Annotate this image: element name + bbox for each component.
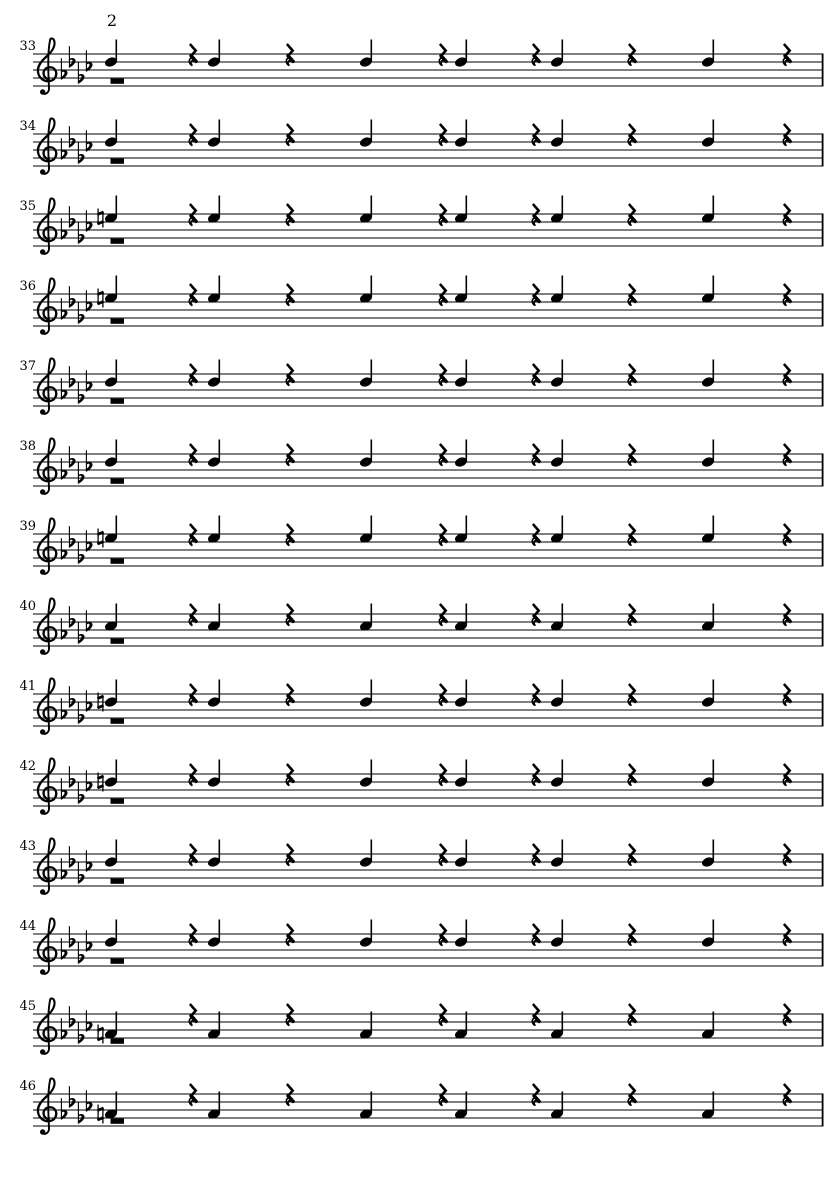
natural-accidental	[97, 529, 103, 548]
whole-rest	[111, 1039, 125, 1044]
quarter-rest	[189, 845, 196, 866]
staff-system-canvas	[0, 430, 835, 510]
key-signature-flat	[78, 862, 84, 883]
quarter-rest	[189, 125, 196, 146]
whole-rest	[111, 479, 125, 484]
quarter-rest	[189, 685, 196, 706]
quarter-rest	[439, 125, 446, 146]
key-signature-flat	[86, 290, 92, 311]
quarter-note	[454, 1012, 469, 1041]
key-signature-flat	[69, 846, 75, 867]
quarter-note	[550, 196, 565, 225]
quarter-rest	[783, 685, 790, 706]
quarter-note	[454, 1092, 469, 1121]
key-signature-flat	[61, 538, 67, 559]
quarter-rest	[783, 525, 790, 546]
measure-number: 45	[19, 999, 36, 1014]
quarter-rest	[439, 365, 446, 386]
staff-system	[0, 270, 835, 350]
key-signature-flat	[61, 698, 67, 719]
whole-rest	[111, 239, 125, 244]
quarter-rest	[532, 925, 539, 946]
key-signature-flat	[78, 1022, 84, 1043]
quarter-rest	[532, 605, 539, 626]
quarter-rest	[286, 285, 293, 306]
quarter-rest	[439, 1005, 446, 1026]
quarter-rest	[783, 365, 790, 386]
key-signature-flat	[61, 778, 67, 799]
key-signature-flat	[61, 458, 67, 479]
natural-accidental	[97, 209, 103, 228]
quarter-rest	[286, 525, 293, 546]
quarter-rest	[189, 445, 196, 466]
key-signature-flat	[78, 542, 84, 563]
measure-number: 35	[19, 199, 36, 214]
quarter-note	[207, 1092, 222, 1121]
quarter-note	[550, 276, 565, 305]
key-signature-flat	[78, 462, 84, 483]
natural-accidental	[97, 1105, 103, 1124]
key-signature-flat	[61, 1098, 67, 1119]
quarter-rest	[783, 125, 790, 146]
quarter-rest	[628, 1005, 635, 1026]
quarter-rest	[439, 45, 446, 66]
whole-rest	[111, 879, 125, 884]
staff-system	[0, 670, 835, 750]
key-signature-flat	[86, 130, 92, 151]
measure-number: 42	[19, 759, 36, 774]
key-signature-flat	[69, 766, 75, 787]
quarter-note	[359, 604, 374, 633]
staff-lines	[33, 1094, 824, 1126]
key-signature-flat	[86, 530, 92, 551]
quarter-rest	[783, 1085, 790, 1106]
quarter-rest	[286, 205, 293, 226]
key-signature-flat	[69, 126, 75, 147]
staff-system-canvas	[0, 350, 835, 430]
staff-system	[0, 510, 835, 590]
key-signature-flat	[78, 382, 84, 403]
key-signature-flat	[61, 858, 67, 879]
quarter-rest	[439, 925, 446, 946]
key-signature-flat	[86, 930, 92, 951]
quarter-rest	[628, 605, 635, 626]
quarter-rest	[439, 1085, 446, 1106]
staff-system-canvas	[0, 30, 835, 110]
whole-rest	[111, 799, 125, 804]
quarter-rest	[439, 205, 446, 226]
key-signature-flat	[61, 1018, 67, 1039]
quarter-note	[104, 516, 119, 545]
quarter-note	[701, 276, 716, 305]
quarter-rest	[532, 685, 539, 706]
key-signature-flat	[69, 1086, 75, 1107]
quarter-rest	[189, 605, 196, 626]
measure-number: 41	[19, 679, 36, 694]
quarter-note	[550, 1012, 565, 1041]
key-signature-flat	[61, 298, 67, 319]
quarter-rest	[439, 845, 446, 866]
quarter-note	[207, 196, 222, 225]
key-signature-flat	[78, 222, 84, 243]
key-signature-flat	[86, 50, 92, 71]
quarter-note	[359, 276, 374, 305]
measure-number: 43	[19, 839, 36, 854]
page-number: 2	[106, 11, 118, 30]
key-signature-flat	[61, 218, 67, 239]
quarter-rest	[286, 1005, 293, 1026]
staff-system-canvas	[0, 990, 835, 1070]
quarter-note	[359, 1092, 374, 1121]
key-signature-flat	[69, 366, 75, 387]
staff-system-canvas	[0, 190, 835, 270]
quarter-rest	[628, 845, 635, 866]
quarter-rest	[628, 45, 635, 66]
staff-system-canvas	[0, 910, 835, 990]
measure-number: 33	[19, 39, 36, 54]
quarter-rest	[189, 525, 196, 546]
quarter-rest	[783, 45, 790, 66]
key-signature-flat	[78, 942, 84, 963]
quarter-rest	[286, 45, 293, 66]
quarter-rest	[532, 45, 539, 66]
staff-system-canvas	[0, 510, 835, 590]
quarter-rest	[532, 845, 539, 866]
quarter-note	[104, 196, 119, 225]
key-signature-flat	[61, 938, 67, 959]
quarter-rest	[628, 285, 635, 306]
quarter-rest	[532, 365, 539, 386]
quarter-rest	[439, 765, 446, 786]
quarter-rest	[783, 285, 790, 306]
measure-number: 34	[19, 119, 36, 134]
key-signature-flat	[69, 1006, 75, 1027]
whole-rest	[111, 159, 125, 164]
staff-system	[0, 110, 835, 190]
quarter-rest	[532, 525, 539, 546]
quarter-note	[207, 516, 222, 545]
key-signature-flat	[78, 702, 84, 723]
quarter-note	[454, 516, 469, 545]
quarter-rest	[286, 925, 293, 946]
key-signature-flat	[78, 782, 84, 803]
quarter-rest	[439, 525, 446, 546]
staff-system	[0, 30, 835, 110]
staff-system-canvas	[0, 670, 835, 750]
key-signature-flat	[86, 610, 92, 631]
key-signature-flat	[61, 618, 67, 639]
natural-accidental	[97, 1025, 103, 1044]
staff-system	[0, 910, 835, 990]
staff-system	[0, 1070, 835, 1150]
quarter-rest	[189, 1085, 196, 1106]
quarter-note	[550, 1092, 565, 1121]
staff-system	[0, 190, 835, 270]
quarter-rest	[628, 765, 635, 786]
quarter-rest	[532, 125, 539, 146]
staff-system	[0, 590, 835, 670]
key-signature-flat	[69, 926, 75, 947]
quarter-note	[359, 1012, 374, 1041]
measure-number: 40	[19, 599, 36, 614]
whole-rest	[111, 319, 125, 324]
quarter-rest	[532, 285, 539, 306]
quarter-rest	[286, 445, 293, 466]
quarter-rest	[286, 1085, 293, 1106]
key-signature-flat	[69, 46, 75, 67]
staff-system-canvas	[0, 830, 835, 910]
quarter-note	[550, 604, 565, 633]
quarter-rest	[532, 765, 539, 786]
key-signature-flat	[86, 850, 92, 871]
staff-system	[0, 750, 835, 830]
quarter-rest	[286, 685, 293, 706]
quarter-rest	[532, 205, 539, 226]
quarter-rest	[439, 685, 446, 706]
quarter-rest	[439, 445, 446, 466]
quarter-rest	[189, 925, 196, 946]
measure-number: 39	[19, 519, 36, 534]
quarter-rest	[286, 845, 293, 866]
staff-lines	[33, 1014, 824, 1046]
quarter-rest	[286, 125, 293, 146]
key-signature-flat	[78, 62, 84, 83]
quarter-rest	[439, 285, 446, 306]
measure-number: 44	[19, 919, 36, 934]
quarter-note	[207, 1012, 222, 1041]
quarter-rest	[189, 365, 196, 386]
quarter-note	[104, 1092, 119, 1121]
whole-rest	[111, 399, 125, 404]
key-signature-flat	[78, 622, 84, 643]
quarter-rest	[628, 685, 635, 706]
quarter-note	[454, 196, 469, 225]
key-signature-flat	[69, 606, 75, 627]
quarter-note	[454, 276, 469, 305]
quarter-rest	[532, 445, 539, 466]
quarter-note	[359, 196, 374, 225]
key-signature-flat	[86, 450, 92, 471]
key-signature-flat	[86, 1010, 92, 1031]
key-signature-flat	[86, 1090, 92, 1111]
measure-number: 37	[19, 359, 36, 374]
quarter-rest	[532, 1085, 539, 1106]
quarter-rest	[628, 525, 635, 546]
quarter-rest	[783, 445, 790, 466]
measure-number: 38	[19, 439, 36, 454]
measure-number: 36	[19, 279, 36, 294]
quarter-rest	[783, 1005, 790, 1026]
quarter-rest	[628, 125, 635, 146]
staff-system-canvas	[0, 110, 835, 190]
whole-rest	[111, 639, 125, 644]
quarter-rest	[286, 605, 293, 626]
quarter-rest	[783, 845, 790, 866]
quarter-rest	[189, 205, 196, 226]
quarter-rest	[532, 1005, 539, 1026]
key-signature-flat	[61, 378, 67, 399]
quarter-rest	[189, 1005, 196, 1026]
key-signature-flat	[78, 142, 84, 163]
staff-system	[0, 430, 835, 510]
staff-system	[0, 990, 835, 1070]
key-signature-flat	[86, 770, 92, 791]
quarter-note	[104, 1012, 119, 1041]
quarter-note	[701, 604, 716, 633]
quarter-rest	[628, 1085, 635, 1106]
quarter-rest	[783, 605, 790, 626]
staff-system	[0, 350, 835, 430]
natural-accidental	[97, 289, 103, 308]
key-signature-flat	[61, 58, 67, 79]
whole-rest	[111, 719, 125, 724]
quarter-rest	[783, 925, 790, 946]
quarter-rest	[286, 365, 293, 386]
key-signature-flat	[69, 206, 75, 227]
key-signature-flat	[86, 370, 92, 391]
staff-system-canvas	[0, 270, 835, 350]
whole-rest	[111, 79, 125, 84]
quarter-rest	[783, 205, 790, 226]
quarter-note	[207, 604, 222, 633]
quarter-note	[701, 1012, 716, 1041]
key-signature-flat	[86, 210, 92, 231]
key-signature-flat	[86, 690, 92, 711]
staff-system-canvas	[0, 750, 835, 830]
key-signature-flat	[69, 526, 75, 547]
whole-rest	[111, 559, 125, 564]
quarter-note	[701, 1092, 716, 1121]
quarter-rest	[189, 45, 196, 66]
quarter-rest	[628, 925, 635, 946]
whole-rest	[111, 1119, 125, 1124]
quarter-rest	[189, 765, 196, 786]
staff-system	[0, 830, 835, 910]
quarter-note	[454, 604, 469, 633]
quarter-note	[701, 196, 716, 225]
quarter-rest	[783, 765, 790, 786]
quarter-note	[701, 516, 716, 545]
quarter-rest	[439, 605, 446, 626]
key-signature-flat	[61, 138, 67, 159]
quarter-note	[207, 276, 222, 305]
key-signature-flat	[69, 446, 75, 467]
quarter-note	[550, 516, 565, 545]
whole-rest	[111, 959, 125, 964]
key-signature-flat	[78, 1102, 84, 1123]
quarter-rest	[286, 765, 293, 786]
staff-system-canvas	[0, 590, 835, 670]
quarter-note	[359, 516, 374, 545]
staff-system-canvas	[0, 1070, 835, 1150]
key-signature-flat	[69, 686, 75, 707]
key-signature-flat	[78, 302, 84, 323]
quarter-rest	[628, 365, 635, 386]
quarter-rest	[628, 445, 635, 466]
quarter-rest	[628, 205, 635, 226]
quarter-note	[104, 604, 119, 633]
quarter-note	[104, 276, 119, 305]
quarter-rest	[189, 285, 196, 306]
key-signature-flat	[69, 286, 75, 307]
measure-number: 46	[19, 1079, 36, 1094]
